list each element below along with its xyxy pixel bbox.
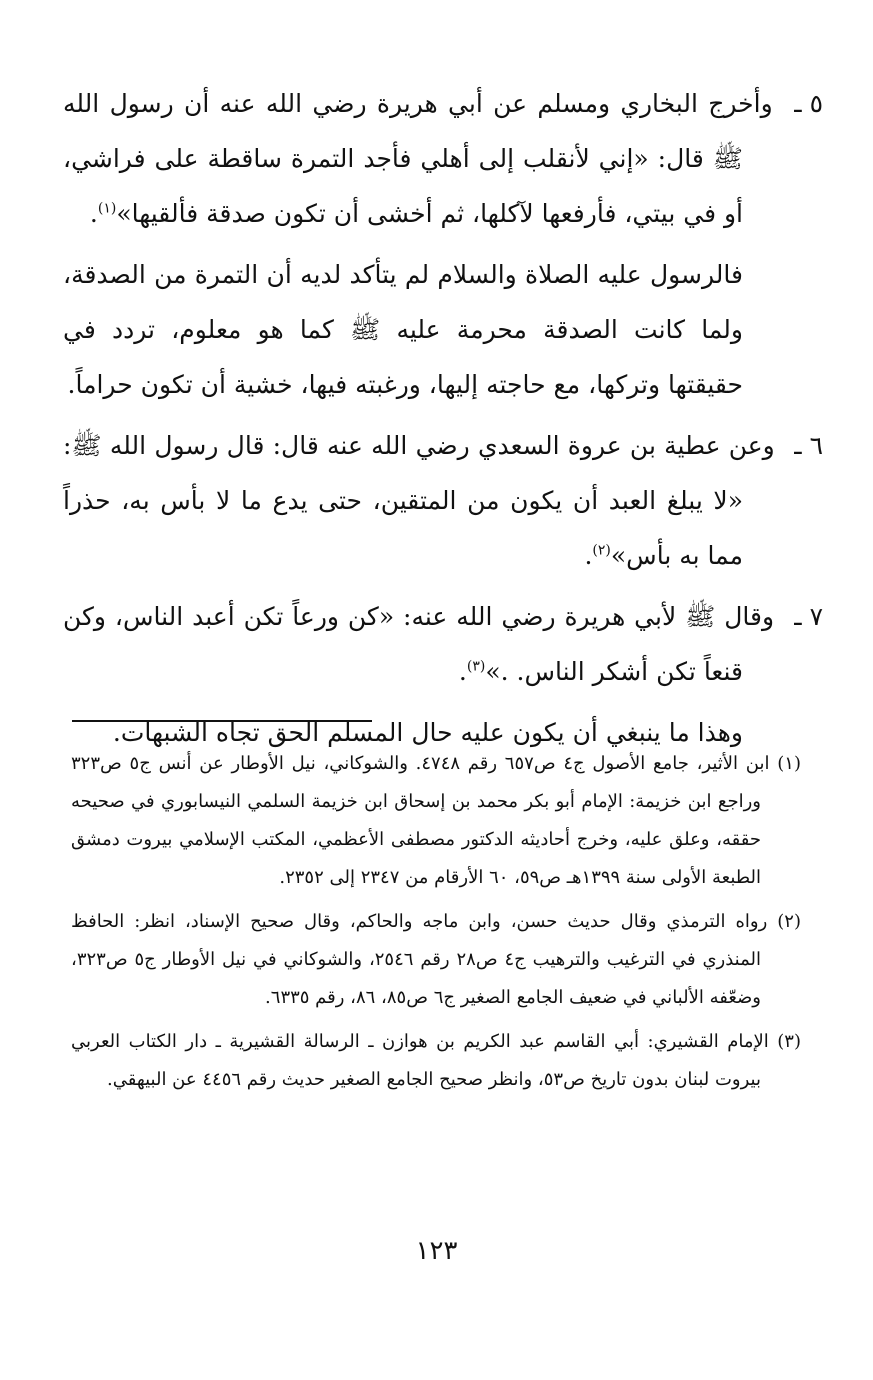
footnote-label: (١) xyxy=(777,753,801,774)
footnote-2 xyxy=(71,903,801,1017)
main-text xyxy=(63,76,823,766)
footnote-text: رواه الترمذي وقال حديث حسن، وابن ماجه والحاكم، وقال صحيح الإسناد، انظر: الحافظ المنذري في الترغيب والترهيب ج٤ ص٢٨ رقم ٢٥٤٦، والشوكاني في نيل الأوطار ج٥ ص٣٢٣، وضعّفه الألباني في ضعيف الجامع الصغير ج٦ ص٨٥، ٨٦، رقم ٦٣٣٥. xyxy=(71,911,768,1008)
page-number: ١٢٣ xyxy=(415,1236,458,1266)
footnote-3 xyxy=(71,1023,801,1099)
paragraph-text: وهذا ما ينبغي أن يكون عليه حال المسلم الحق تجاه الشبهات. xyxy=(112,718,743,747)
paragraph-text: وقال ﷺ لأبي هريرة رضي الله عنه: «كن ورعاً تكن أعبد الناس، وكن قنعاً تكن أشكر الناس. .» xyxy=(63,602,775,686)
footnote-text: الإمام القشيري: أبي القاسم عبد الكريم بن هوازن ـ الرسالة القشيرية ـ دار الكتاب العربي بيروت لبنان بدون تاريخ ص٥٣، وانظر صحيح الجامع الصغير حديث رقم ٤٤٥٦ عن البيهقي. xyxy=(71,1031,769,1090)
paragraph-text: فالرسول عليه الصلاة والسلام لم يتأكد لديه أن التمرة من الصدقة، ولما كانت الصدقة محرمة عليه ﷺ كما هو معلوم، تردد في حقيقتها وتركها، مع حاجته إليها، ورغبته فيها، خشية أن تكون حراماً. xyxy=(63,260,743,399)
footnote-label: (٣) xyxy=(777,1031,801,1052)
paragraph-text: وعن عطية بن عروة السعدي رضي الله عنه قال: قال رسول الله ﷺ: «لا يبلغ العبد أن يكون من المتقين، حتى يدع ما لا بأس به، حذراً مما به بأس» xyxy=(63,431,775,570)
footnote-ref: (٢) xyxy=(592,542,611,559)
footnote-1 xyxy=(71,745,801,897)
paragraph-7: ٧ ـ وقال ﷺ لأبي هريرة رضي الله عنه: «كن ورعاً تكن أعبد الناس، وكن قنعاً تكن أشكر الناس. .»$^{(٣)}$. xyxy=(63,602,823,686)
footnote-ref: (١) xyxy=(97,200,117,217)
footnotes xyxy=(71,745,801,1105)
footnote-label: (٢) xyxy=(777,911,801,932)
paragraph-text: وأخرج البخاري ومسلم عن أبي هريرة رضي الله عنه أن رسول الله ﷺ قال: «إني لأنقلب إلى أهلي فأجد التمرة ساقطة على فراشي، أو في بيتي، فأرفعها لآكلها، ثم أخشى أن تكون صدقة فألقيها» xyxy=(63,89,773,228)
footnote-text: ابن الأثير، جامع الأصول ج٤ ص٦٥٧ رقم ٤٧٤٨. والشوكاني، نيل الأوطار عن أنس ج٥ ص٣٢٣ وراجع ابن خزيمة: الإمام أبو بكر محمد بن إسحاق ابن خزيمة السلمي النيسابوري في صحيحه حققه، وعلق عليه، وخرج أحاديثه الدكتور مصطفى الأعظمي، المكتب الإسلامي بيروت دمشق الطبعة الأولى سنة ١٣٩٩هـ ص٥٩، ٦٠ الأرقام من ٢٣٤٧ إلى ٢٣٥٢. xyxy=(71,753,770,888)
paragraph-commentary xyxy=(63,247,783,412)
paragraph-6: ٦ ـ وعن عطية بن عروة السعدي رضي الله عنه قال: قال رسول الله ﷺ: «لا يبلغ العبد أن يكون من المتقين، حتى يدع ما لا بأس به، حذراً مما به بأس»$^{(٢)}$. xyxy=(63,431,823,570)
paragraph-end: . xyxy=(584,541,593,570)
paragraph-end: . xyxy=(458,657,467,686)
footnote-divider xyxy=(72,720,372,722)
footnote-ref: (٣) xyxy=(466,658,486,675)
paragraph-end: . xyxy=(89,199,98,228)
paragraph-5: ٥ ـ وأخرج البخاري ومسلم عن أبي هريرة رضي الله عنه أن رسول الله ﷺ قال: «إني لأنقلب إلى أهلي فأجد التمرة ساقطة على فراشي، أو في بيتي، فأرفعها لآكلها، ثم أخشى أن تكون صدقة فألقيها»$^{(١)}$. xyxy=(63,89,823,228)
